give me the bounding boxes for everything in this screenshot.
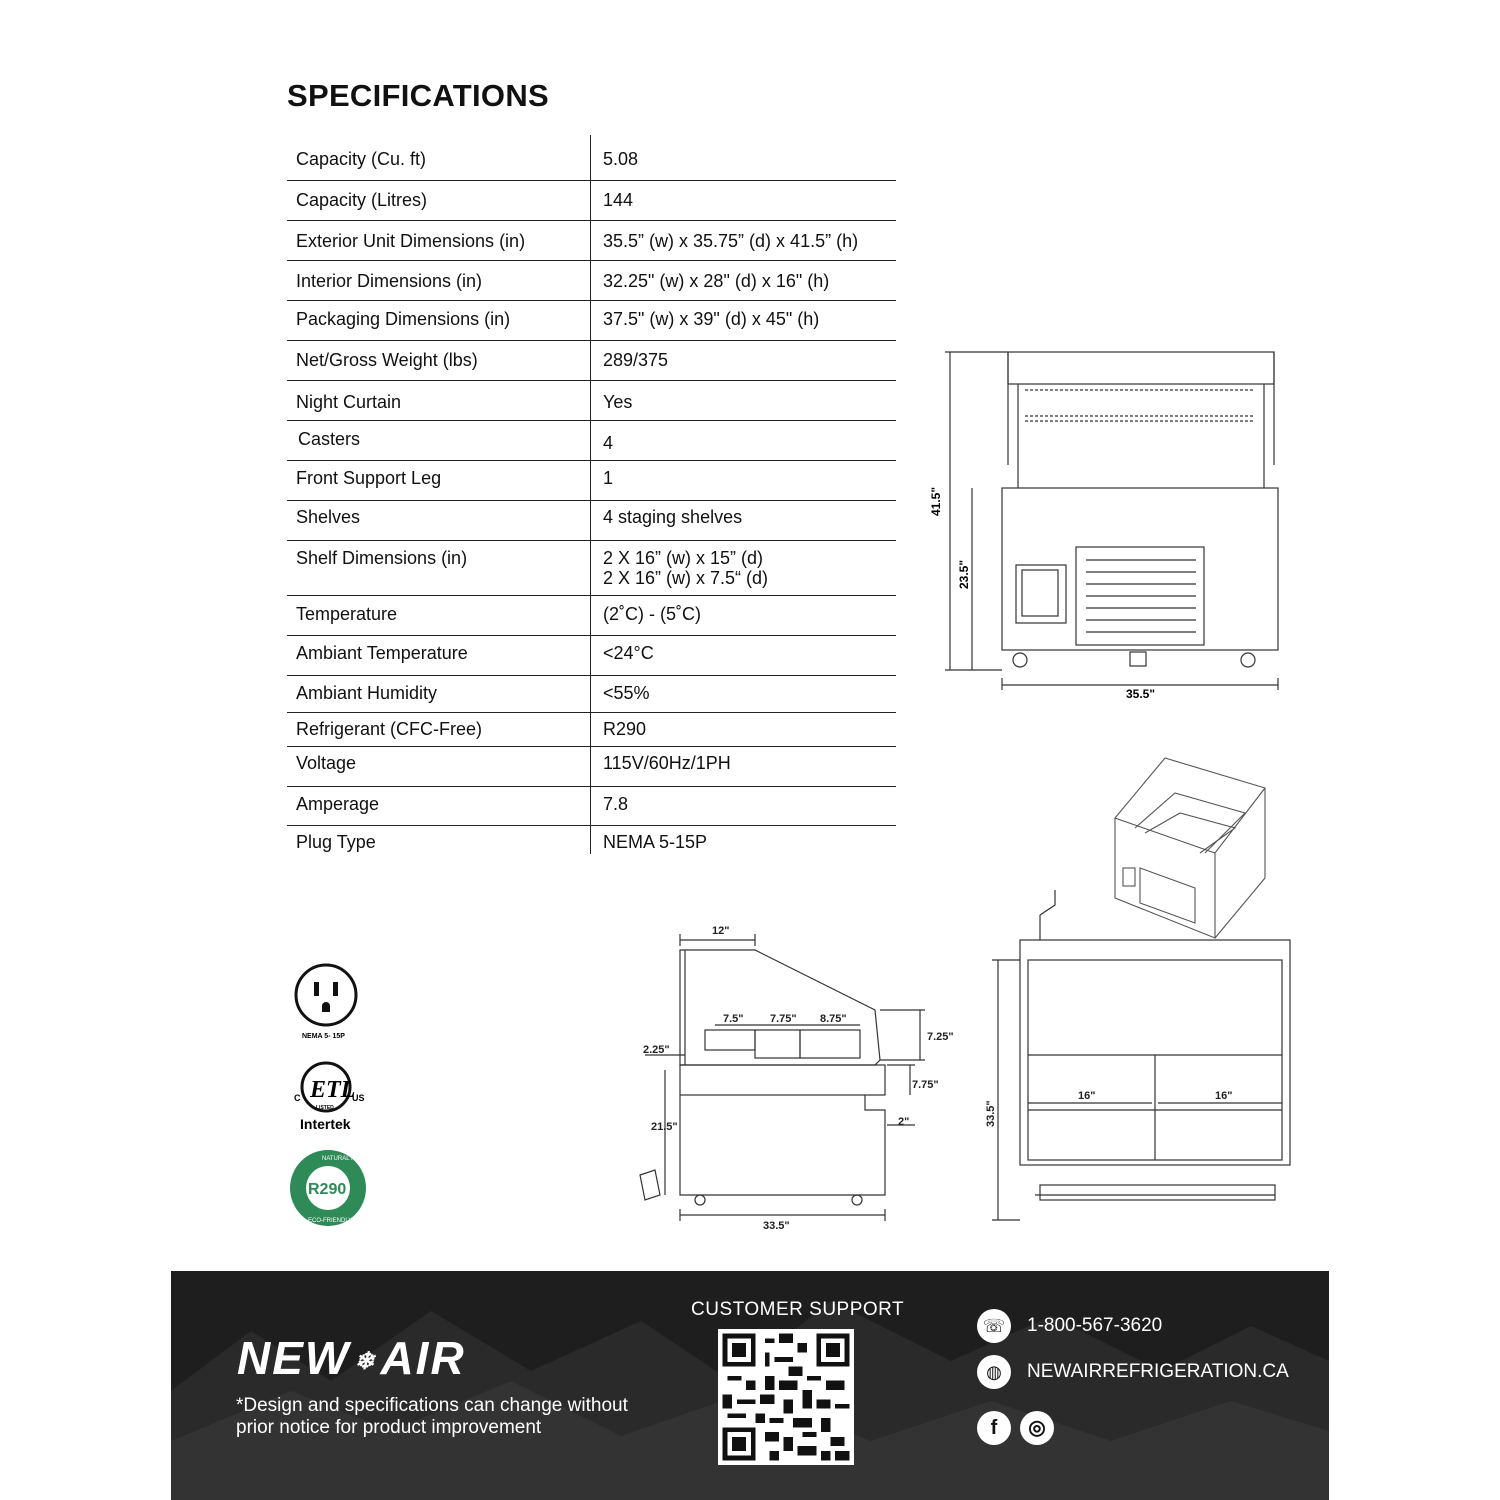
spec-value: 5.08 [603,149,639,169]
side-left-a-label: 2.25" [643,1044,670,1056]
svg-text:ETL: ETL [310,1077,356,1103]
spec-label: Capacity (Cu. ft) [296,149,427,169]
table-row [287,380,896,421]
phone-icon: ☏ [977,1309,1011,1343]
etl-us-label: US [352,1093,365,1103]
r290-ring-bottom: ECO-FRIENDLY [308,1218,353,1224]
spec-label: Ambiant Temperature [296,643,468,663]
footer [171,1271,1329,1500]
qr-code[interactable] [718,1329,854,1465]
spec-label: Ambiant Humidity [296,683,438,703]
globe-icon: ◍ [977,1355,1011,1389]
spec-value: Yes [603,392,633,412]
table-row [287,220,896,261]
spec-label: Interior Dimensions (in) [296,271,483,291]
facebook-icon[interactable]: f [977,1411,1011,1445]
nema-plug-icon [288,960,368,1040]
r290-label: R290 [308,1181,347,1198]
spec-value: 37.5" (w) x 39" (d) x 45" (h) [603,309,820,329]
instagram-icon[interactable]: ◎ [1020,1411,1054,1445]
table-row [287,460,896,501]
table-row [287,260,896,301]
spec-label: Amperage [296,794,380,814]
spec-label: Net/Gross Weight (lbs) [296,350,478,370]
table-row [287,135,896,181]
table-row [287,825,896,854]
spec-value: 2 X 16” (w) x 15” (d) 2 X 16” (w) x 7.5“ (d) [603,548,769,588]
table-row [287,786,896,826]
back-shelf-right-label: 16" [1215,1090,1233,1102]
table-row [287,746,896,787]
brand-logo [237,1331,466,1385]
side-shelf-a-label: 7.5" [723,1013,744,1025]
spec-value: 115V/60Hz/1PH [603,753,731,773]
side-right-a-label: 7.25" [927,1031,954,1043]
back-shelf-left-label: 16" [1078,1090,1096,1102]
intertek-label: Intertek [300,1116,351,1132]
nema-label: NEMA 5- 15P [302,1033,345,1040]
snowflake-icon: ❄ [354,1348,377,1376]
table-row [287,635,896,676]
etl-listed-label: LISTED [316,1105,334,1111]
spec-value: (2˚C) - (5˚C) [603,604,701,624]
phone-number[interactable]: 1-800-567-3620 [1027,1315,1163,1336]
side-shelf-b-label: 7.75" [770,1013,797,1025]
r290-badge-icon [288,1148,395,1238]
front-height-label: 41.5" [929,486,943,516]
spec-label: Shelf Dimensions (in) [296,548,468,568]
spec-value: 144 [603,190,634,210]
spec-value: R290 [603,719,647,739]
brand-right: AIR [380,1332,466,1384]
spec-label: Casters [298,429,361,449]
spec-label: Refrigerant (CFC-Free) [296,719,483,739]
side-width-label: 33.5" [763,1220,790,1232]
certification-icons [288,960,395,1243]
spec-value: 1 [603,468,614,488]
side-shelf-c-label: 8.75" [820,1013,847,1025]
front-view-drawing [930,340,1290,700]
front-base-height-label: 23.5" [957,559,971,589]
spec-value: 35.5” (w) x 35.75” (d) x 41.5” (h) [603,231,859,251]
table-row [287,300,896,341]
spec-label: Shelves [296,507,361,527]
spec-value: 7.8 [603,794,629,814]
website-link[interactable]: NEWAIRREFRIGERATION.CA [1027,1361,1289,1382]
side-right-b-label: 7.75" [912,1079,939,1091]
back-view-drawing [980,885,1300,1230]
spec-label: Voltage [296,753,357,773]
spec-value: 289/375 [603,350,669,370]
table-row [287,540,896,596]
customer-support-title: CUSTOMER SUPPORT [691,1299,905,1320]
spec-value: 32.25" (w) x 28" (d) x 16" (h) [603,271,830,291]
table-row [287,595,896,636]
brand-left: NEW [237,1332,351,1384]
page-title: SPECIFICATIONS [287,78,549,113]
spec-value: <55% [603,683,650,703]
spec-value: 4 [603,433,614,453]
side-view-drawing [625,920,954,1235]
table-row [287,420,896,461]
table-row [287,675,896,713]
spec-label: Night Curtain [296,392,402,412]
side-left-b-label: 21.5" [651,1121,678,1133]
back-height-label: 33.5" [985,1100,997,1127]
r290-ring-top: NATURAL REFRIGERANT [322,1156,395,1162]
spec-label: Temperature [296,604,398,624]
spec-label: Capacity (Litres) [296,190,428,210]
spec-label: Exterior Unit Dimensions (in) [296,231,526,251]
front-width-label: 35.5" [1126,687,1156,701]
table-row [287,500,896,541]
spec-value: <24°C [603,643,654,663]
etl-c-label: C [294,1093,301,1103]
spec-label: Packaging Dimensions (in) [296,309,511,329]
side-top-label: 12" [712,925,730,937]
disclaimer: *Design and specifications can change without prior notice for product improvement [236,1395,628,1438]
side-step-label: 2" [898,1116,910,1128]
table-row [287,180,896,221]
table-row [287,712,896,747]
table-row [287,340,896,381]
spec-value: NEMA 5-15P [603,832,708,852]
spec-label: Plug Type [296,832,376,852]
spec-value: 4 staging shelves [603,507,743,527]
etl-listed-icon [288,1057,378,1137]
spec-label: Front Support Leg [296,468,442,488]
